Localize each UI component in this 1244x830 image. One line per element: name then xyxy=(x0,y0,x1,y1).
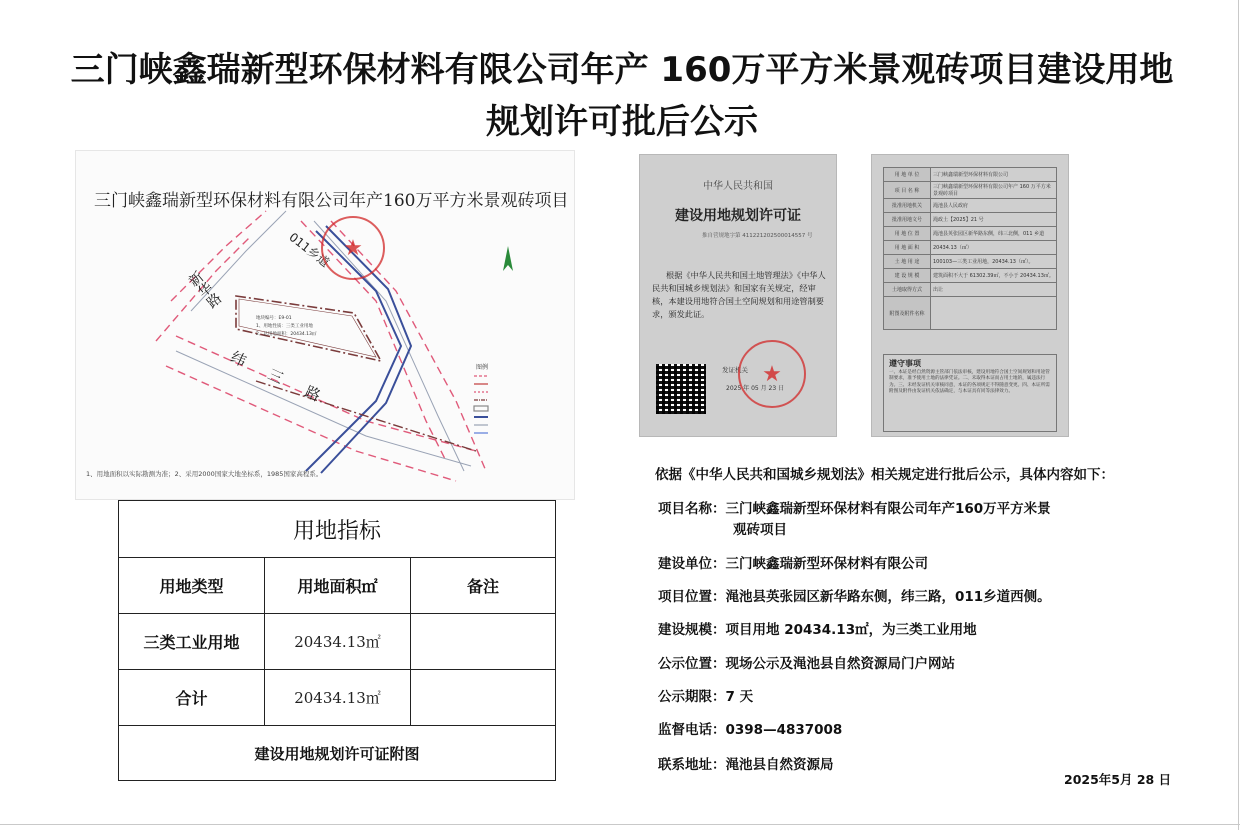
item-value: 三门峡鑫瑞新型环保材料有限公司 xyxy=(725,556,928,572)
item-value: 渑池县英张园区新华路东侧，纬三路，011乡道西侧。 xyxy=(725,589,1051,605)
attachment-key: 用 地 面 积 xyxy=(884,241,931,255)
qr-code-icon xyxy=(656,364,706,414)
table-row xyxy=(119,614,555,670)
table-row xyxy=(884,269,1057,283)
svg-text:地块编号：E9-01: 地块编号：E9-01 xyxy=(256,316,292,321)
table-row xyxy=(884,241,1057,255)
page-title-line2: 规划许可批后公示 xyxy=(486,102,758,142)
indicator-caption-row xyxy=(119,501,555,558)
attachment-key: 用 地 位 置 xyxy=(884,227,931,241)
item-label: 建设单位： xyxy=(658,556,726,572)
svg-text:2、总用地面积：20434.13㎡: 2、总用地面积：20434.13㎡ xyxy=(256,332,317,337)
table-row xyxy=(884,227,1057,241)
item-label: 项目名称： xyxy=(658,501,726,517)
svg-text:1、用地性质：三类工业用地: 1、用地性质：三类工业用地 xyxy=(256,324,313,329)
item-project-name-cont: 观砖项目 xyxy=(733,522,787,538)
row-total-remark xyxy=(411,670,555,725)
table-row xyxy=(884,283,1057,297)
permit-date: 2025 年 05 月 23 日 xyxy=(726,385,785,392)
item-project-name xyxy=(658,497,1051,517)
item-label: 公示期限： xyxy=(658,689,726,705)
row-remark xyxy=(411,614,555,669)
attachment-key: 批准用地文号 xyxy=(884,213,931,227)
attachment-key: 附图及附件名称 xyxy=(884,297,931,330)
row-land-area: 20434.13㎡ xyxy=(294,633,381,651)
table-row xyxy=(884,255,1057,269)
permit-number: 推自营规地字第 411221202500014557 号 xyxy=(702,233,813,239)
indicator-header-row xyxy=(119,558,555,614)
item-publicity-period xyxy=(658,685,753,705)
permit-notice-title: 遵守事项 xyxy=(889,359,921,368)
header-land-type: 用地类型 xyxy=(159,577,224,596)
item-supervision-phone xyxy=(658,718,842,738)
item-value: 7 天 xyxy=(725,689,754,705)
attachment-value: 渑政土【2025】21 号 xyxy=(931,213,1057,227)
attachment-key: 土地取得方式 xyxy=(884,283,931,297)
item-label: 监督电话： xyxy=(658,722,726,738)
attachment-key: 用 地 单 位 xyxy=(884,168,931,182)
attachment-key: 项 目 名 称 xyxy=(884,182,931,199)
row-total-area: 20434.13㎡ xyxy=(294,689,381,707)
attachment-key: 建 设 规 模 xyxy=(884,269,931,283)
site-plan-map xyxy=(75,150,575,500)
announcement-intro: 依据《中华人民共和国城乡规划法》相关规定进行批后公示，具体内容如下： xyxy=(655,467,1114,483)
page-bottom-border xyxy=(0,824,1240,825)
item-value: 现场公示及渑池县自然资源局门户网站 xyxy=(725,656,955,672)
map-title: 三门峡鑫瑞新型环保材料有限公司年产160万平方米景观砖项目 xyxy=(94,191,569,211)
map-road-label-weisan: 纬三路 xyxy=(227,347,347,417)
item-scale xyxy=(658,618,977,638)
indicator-caption: 用地指标 xyxy=(292,518,381,544)
attachment-key: 土 地 用 途 xyxy=(884,255,931,269)
permit-country: 中华人民共和国 xyxy=(703,181,773,192)
indicator-footer: 建设用地规划许可证附图 xyxy=(254,744,420,763)
item-value: 0398—4837008 xyxy=(725,722,843,738)
table-row xyxy=(884,213,1057,227)
attachment-value: 三门峡鑫瑞新型环保材料有限公司 xyxy=(931,168,1057,182)
page-title-line1: 三门峡鑫瑞新型环保材料有限公司年产 160万平方米景观砖项目建设用地 xyxy=(70,50,1174,90)
item-contact-address xyxy=(658,753,834,773)
attachment-key: 批准用地机关 xyxy=(884,199,931,213)
table-row xyxy=(884,297,1057,330)
map-official-seal: ★ xyxy=(321,216,385,280)
permit-official-seal: ★ xyxy=(738,340,806,408)
attachment-value xyxy=(931,297,1057,330)
item-label: 公示位置： xyxy=(658,656,726,672)
item-label: 建设规模： xyxy=(658,622,726,638)
announcement-date: 2025年5月 28 日 xyxy=(1064,772,1172,787)
land-indicator-table xyxy=(118,500,556,781)
table-row xyxy=(119,670,555,726)
svg-text:图例: 图例 xyxy=(476,364,489,371)
item-value: 项目用地 20434.13㎡，为三类工业用地 xyxy=(725,622,977,638)
item-label: 联系地址： xyxy=(658,757,726,773)
map-road-label-011: 011乡道 xyxy=(286,229,332,270)
attachment-value: 渑池县英张园区新华路东侧，纬三北侧，011 乡道 xyxy=(931,227,1057,241)
item-label: 项目位置： xyxy=(658,589,726,605)
table-row xyxy=(884,168,1057,182)
item-construction-unit xyxy=(658,552,928,572)
item-value: 三门峡鑫瑞新型环保材料有限公司年产160万平方米景 xyxy=(725,501,1051,517)
attachment-value: 出让 xyxy=(931,283,1057,297)
permit-notice-body: 一、本证是经自然资源主管部门依法审核，建设用地符合国土空间规划和用途管制要求，准予使用土地的法律凭证。二、未取得本证而占用土地的，属违法行为。三、未经发证机关审核同意，本证的各项规定不得随意变更。四、本证所需附图及附件由发证机关依法确定，与本证具有同等法律效力。 xyxy=(889,370,1050,394)
map-road-label-xinhua: 新华路 xyxy=(184,268,224,312)
item-publicity-location xyxy=(658,652,955,672)
row-land-type: 三类工业用地 xyxy=(143,633,240,652)
indicator-footer-row xyxy=(119,726,555,780)
permit-attachment-table xyxy=(883,167,1057,330)
map-note: 1、用地面积以实际勘测为准；2、采用2000国家大地坐标系，1985国家高程系。 xyxy=(86,470,323,478)
permit-issuer: 发证机关 xyxy=(722,366,748,374)
attachment-value: 渑池县人民政府 xyxy=(931,199,1057,213)
header-remark: 备注 xyxy=(466,577,499,596)
row-total-label: 合计 xyxy=(175,689,208,708)
header-land-area: 用地面积㎡ xyxy=(297,577,378,596)
table-row xyxy=(884,182,1057,199)
attachment-value: 三门峡鑫瑞新型环保材料有限公司年产 160 万平方米景观砖项目 xyxy=(931,182,1057,199)
item-location xyxy=(658,585,1051,605)
permit-certificate-attachment xyxy=(871,154,1069,437)
attachment-value: 100103—三类工业用地，20434.13（㎡）。 xyxy=(931,255,1057,269)
permit-notice-box xyxy=(883,354,1057,432)
item-value: 渑池县自然资源局 xyxy=(725,757,834,773)
permit-title: 建设用地规划许可证 xyxy=(675,208,801,224)
permit-certificate-front xyxy=(639,154,837,437)
attachment-value: 建筑面积不大于 61302.39㎡，不小于 20434.13㎡。 xyxy=(931,269,1057,283)
table-row xyxy=(884,199,1057,213)
permit-body: 根据《中华人民共和国土地管理法》《中华人民共和国城乡规划法》和国家有关规定，经审核，本建设用地符合国土空间规划和用途管制要求，颁发此证。 xyxy=(652,270,826,319)
attachment-value: 20434.13（㎡） xyxy=(931,241,1057,255)
